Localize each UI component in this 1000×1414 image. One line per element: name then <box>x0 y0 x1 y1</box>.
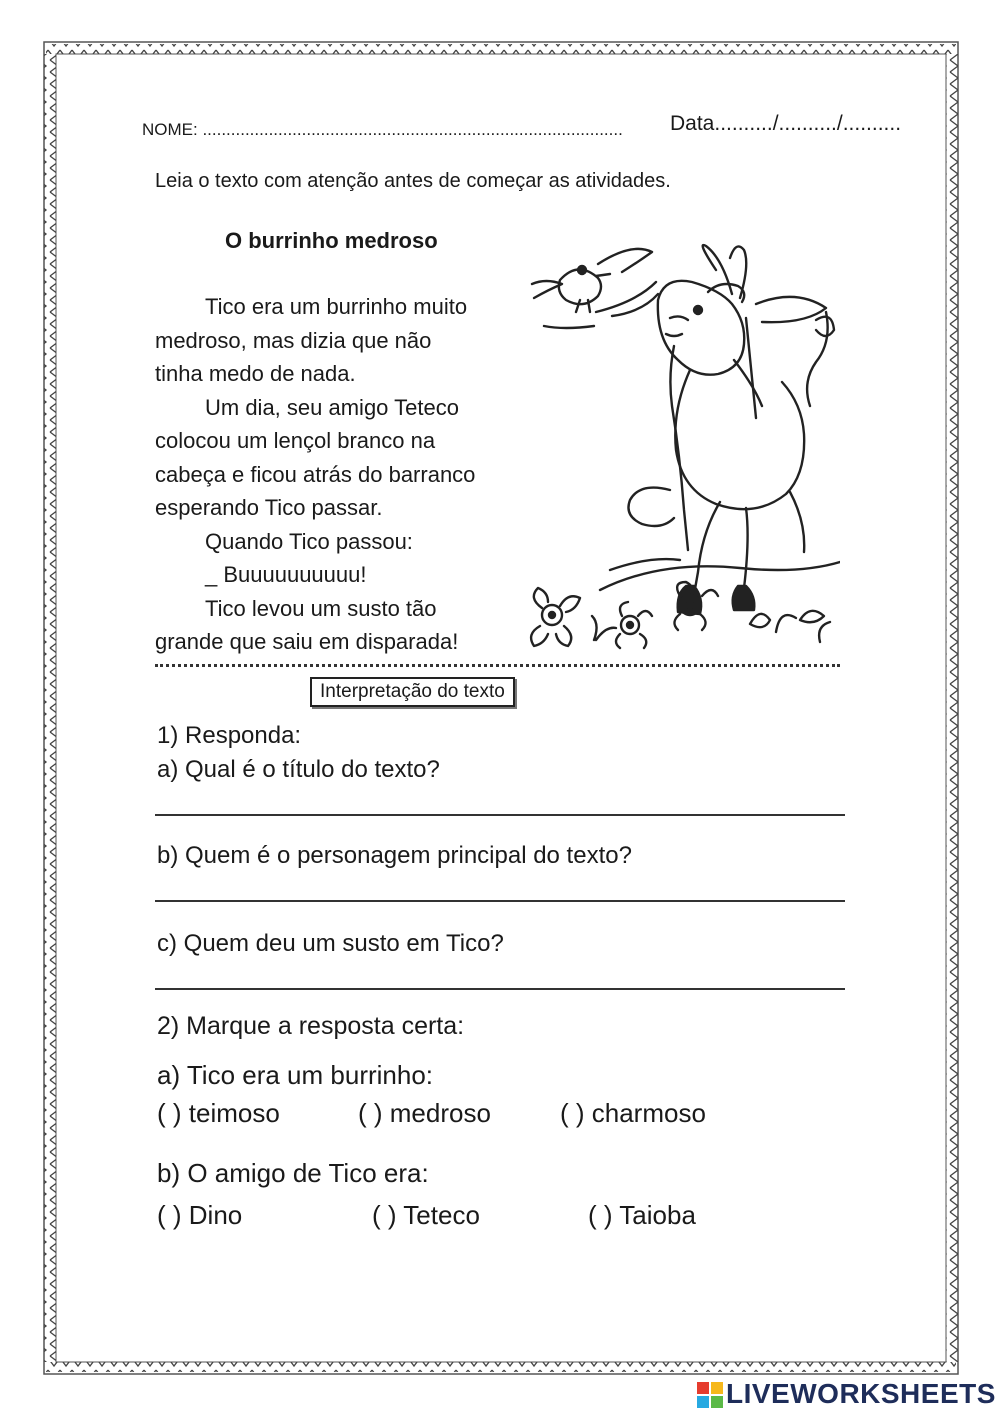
q1a-prompt: a) Qual é o título do texto? <box>157 756 440 783</box>
liveworksheets-logo-icon <box>697 1382 723 1408</box>
story-line: _ Buuuuuuuuuu! <box>205 562 367 587</box>
section-label: Interpretação do texto <box>310 677 515 707</box>
date-field-label[interactable]: Data........../........../.......... <box>670 112 902 135</box>
q1c-prompt: c) Quem deu um susto em Tico? <box>157 930 504 957</box>
story-line: esperando Tico passar. <box>155 495 383 520</box>
story-line: colocou um lençol branco na <box>155 428 436 453</box>
story-line: cabeça e ficou atrás do barranco <box>155 461 476 487</box>
q2a-option-charmoso[interactable]: ( ) charmoso <box>560 1098 706 1128</box>
q2a-prompt: a) Tico era um burrinho: <box>157 1060 434 1090</box>
q2b-option-dino[interactable]: ( ) Dino <box>157 1200 243 1230</box>
brand-name: LIVEWORKSHEETS <box>726 1378 996 1409</box>
q1c-answer-line[interactable] <box>155 988 845 990</box>
story-title: O burrinho medroso <box>225 228 438 253</box>
q2a-option-medroso[interactable]: ( ) medroso <box>358 1098 491 1128</box>
donkey-and-bird-icon <box>520 240 840 655</box>
q2b-option-teteco[interactable]: ( ) Teteco <box>372 1200 480 1230</box>
story-line: Tico levou um susto tão <box>205 595 437 621</box>
instruction-text: Leia o texto com atenção antes de começar as atividades. <box>155 170 671 192</box>
q1-heading: 1) Responda: <box>157 722 302 749</box>
q2-heading: 2) Marque a resposta certa: <box>157 1012 465 1040</box>
story-line: Tico era um burrinho muito <box>205 294 468 319</box>
story-line: medroso, mas dizia que não <box>155 327 432 353</box>
name-field-label[interactable]: NOME: ......................................................................................... <box>142 120 623 139</box>
q2a-option-teimoso[interactable]: ( ) teimoso <box>157 1098 280 1128</box>
q1a-answer-line[interactable] <box>155 814 845 816</box>
story-line: Quando Tico passou: <box>205 528 413 554</box>
q2b-prompt: b) O amigo de Tico era: <box>157 1158 429 1188</box>
q2b-option-taioba[interactable]: ( ) Taioba <box>588 1200 696 1230</box>
q1b-prompt: b) Quem é o personagem principal do texto? <box>157 842 632 869</box>
story-text <box>155 290 515 659</box>
section-divider <box>155 664 840 667</box>
story-line: Um dia, seu amigo Teteco <box>205 394 459 420</box>
story-line: grande que saiu em disparada! <box>155 629 459 654</box>
story-line: tinha medo de nada. <box>155 361 356 386</box>
q1b-answer-line[interactable] <box>155 900 845 902</box>
